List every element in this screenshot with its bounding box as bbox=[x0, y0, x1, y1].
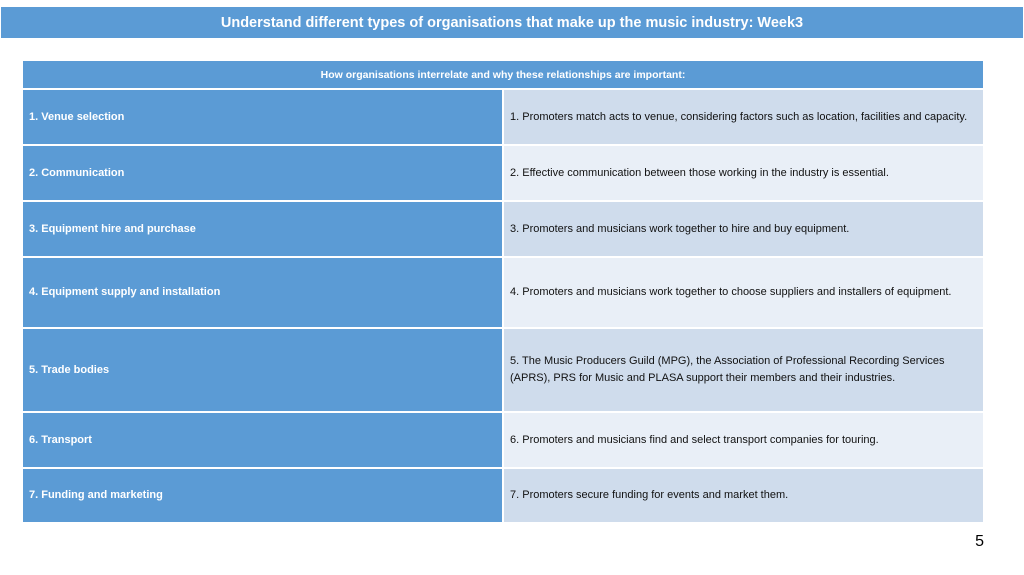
table-row bbox=[23, 328, 983, 412]
row-text: 6. Promoters and musicians find and select transport companies for touring. bbox=[503, 412, 983, 468]
table-row bbox=[23, 257, 983, 328]
row-text: 2. Effective communication between those working in the industry is essential. bbox=[503, 145, 983, 201]
row-label: 1. Venue selection bbox=[23, 89, 503, 145]
row-label: 6. Transport bbox=[23, 412, 503, 468]
row-label: 5. Trade bodies bbox=[23, 328, 503, 412]
row-label: 4. Equipment supply and installation bbox=[23, 257, 503, 328]
row-text: 7. Promoters secure funding for events and market them. bbox=[503, 468, 983, 523]
row-label: 7. Funding and marketing bbox=[23, 468, 503, 523]
table-row bbox=[23, 145, 983, 201]
table-header-row bbox=[23, 61, 983, 89]
row-text: 3. Promoters and musicians work together to hire and buy equipment. bbox=[503, 201, 983, 257]
table-row bbox=[23, 412, 983, 468]
table-row bbox=[23, 201, 983, 257]
table-row bbox=[23, 89, 983, 145]
table-row bbox=[23, 468, 983, 523]
row-text: 1. Promoters match acts to venue, considering factors such as location, facilities and capacity. bbox=[503, 89, 983, 145]
relationships-table bbox=[23, 61, 983, 524]
slide-title: Understand different types of organisations that make up the music industry: Week3 bbox=[1, 7, 1023, 38]
row-label: 2. Communication bbox=[23, 145, 503, 201]
row-text: 4. Promoters and musicians work together to choose suppliers and installers of equipment. bbox=[503, 257, 983, 328]
row-text: 5. The Music Producers Guild (MPG), the Association of Professional Recording Services (APRS), PRS for Music and PLASA support their members and their industries. bbox=[503, 328, 983, 412]
table-header: How organisations interrelate and why these relationships are important: bbox=[23, 61, 983, 89]
page-number: 5 bbox=[975, 533, 984, 550]
row-label: 3. Equipment hire and purchase bbox=[23, 201, 503, 257]
